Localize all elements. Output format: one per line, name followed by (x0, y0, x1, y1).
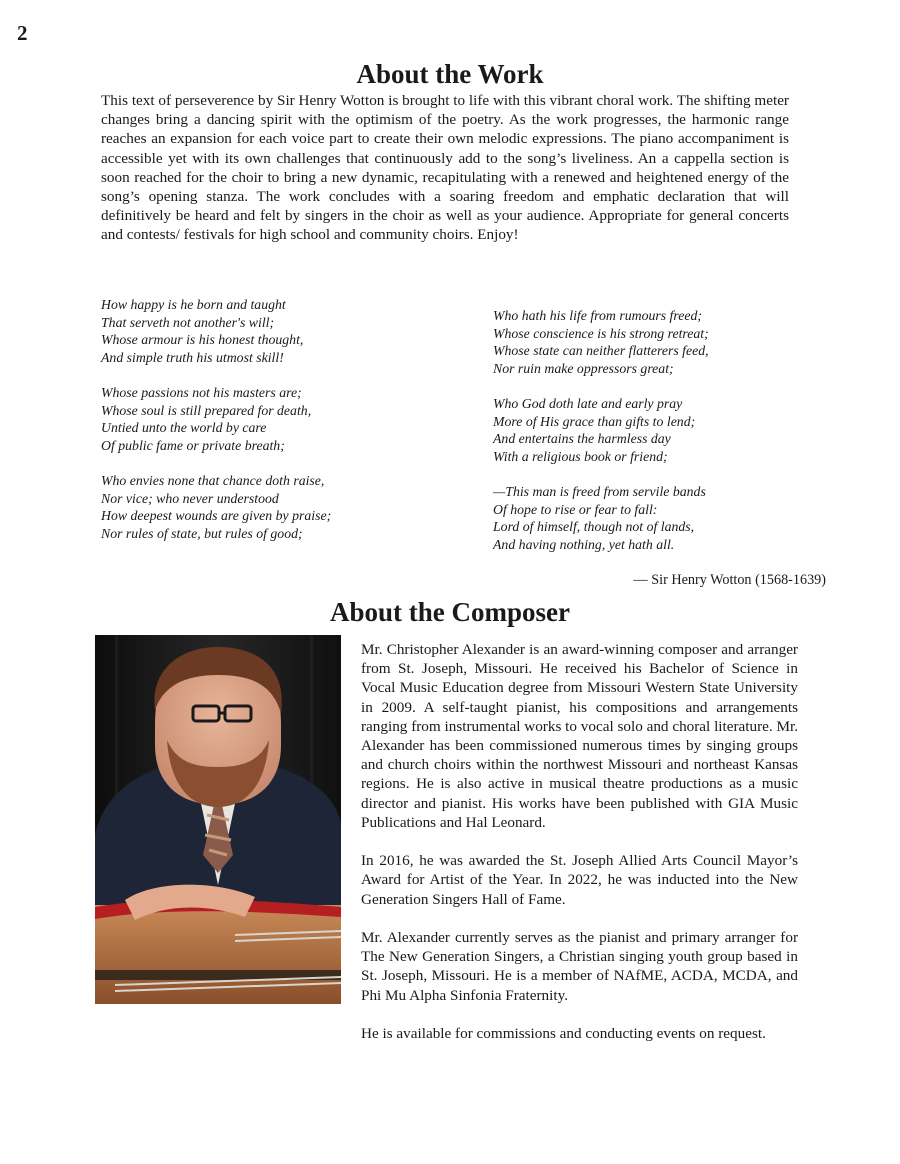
bio-paragraph: Mr. Christopher Alexander is an award-winning composer and arranger from St. Joseph, Missouri. He received his Bachelor of Science in Vocal Music Education degree from Missouri Western State University in 2009. A self-taught pianist, his compositions and arrangements ranging from instrumental works to vocal solo and choral literature. Mr. Alexander has been commissioned numerous times by singing groups and church choirs within the northwest Missouri and northeast Kansas regions. He is also active in musical theatre productions as a music director and pianist. His works have been published with GIA Music Publications and Hal Leonard. (361, 641, 798, 831)
poem-line: Whose passions not his masters are; (101, 384, 302, 400)
poem-line: Nor rules of state, but rules of good; (101, 525, 303, 541)
poem-line: Who God doth late and early pray (493, 395, 683, 411)
poem-line: Whose armour is his honest thought, (101, 332, 304, 348)
poem-stanza (101, 296, 331, 366)
poem-line: And entertains the harmless day (493, 431, 671, 447)
poem-line: And simple truth his utmost skill! (101, 349, 284, 365)
poem-line: Of public fame or private breath; (101, 437, 285, 453)
poem-line: Lord of himself, though not of lands, (493, 519, 695, 535)
poem-attribution: — Sir Henry Wotton (1568-1639) (633, 572, 826, 588)
poem-line: More of His grace than gifts to lend; (493, 413, 696, 429)
poem-line: How happy is he born and taught (101, 297, 286, 312)
poem-line: With a religious book or friend; (493, 448, 668, 464)
bio-paragraph: Mr. Alexander currently serves as the pianist and primary arranger for The New Generation Singers, a Christian singing youth group based in St. Joseph, Missouri. He is a member of NAfME, ACDA, MCDA, and Phi Mu Alpha Sinfonia Fraternity. (361, 929, 798, 1004)
poem-line: Who envies none that chance doth raise, (101, 472, 325, 488)
poem-stanza (493, 395, 709, 465)
poem-line: —This man is freed from servile bands (493, 483, 706, 499)
poem-line: Nor vice; who never understood (101, 490, 279, 506)
poem-stanza (493, 483, 709, 553)
about-composer-heading: About the Composer (330, 597, 570, 627)
poem-line: Whose state can neither flatterers feed, (493, 343, 709, 359)
page-number: 2 (17, 21, 28, 45)
bio-paragraph: He is available for commissions and conducting events on request. (361, 1025, 766, 1043)
poem-line: Of hope to rise or fear to fall: (493, 501, 658, 517)
poem-line: Who hath his life from rumours freed; (493, 308, 702, 323)
poem-stanza (101, 472, 331, 542)
poem-line: How deepest wounds are given by praise; (101, 508, 332, 524)
poem-line: And having nothing, yet hath all. (493, 536, 675, 552)
poem-left-column (101, 296, 331, 542)
poem-stanza (101, 384, 331, 454)
poem-line: Untied unto the world by care (101, 420, 267, 436)
poem-line: Whose conscience is his strong retreat; (493, 325, 709, 341)
about-work-description: This text of perseverence by Sir Henry Wotton is brought to life with this vibrant choral work. The shifting meter changes bring a dancing spirit with the optimism of the poetry. As the work progresses, the harmonic range reaches an expansion for each voice part to create their own melodic expressions. The piano accompaniment is accessible yet with its own challenges that continuously add to the song’s liveliness. An a cappella section is soon reached for the choir to bring a new dynamic, recapitulating with a renewed and heightened energy of the song’s opening stanza. The work concludes with a soaring freedom and emphatic declaration that will definitively be heard and felt by singers in the choir as well as your audience. Appropriate for general concerts and contests/ festivals for high school and community choirs. Enjoy! (101, 92, 789, 244)
poem-line: Nor ruin make oppressors great; (493, 360, 674, 376)
poem-right-column (493, 307, 709, 553)
poem-line: That serveth not another's will; (101, 314, 275, 330)
composer-bio (361, 640, 798, 1043)
about-work-heading: About the Work (356, 59, 544, 89)
bio-paragraph: In 2016, he was awarded the St. Joseph Allied Arts Council Mayor’s Award for Artist of the Year. In 2022, he was inducted into the New Generation Singers Hall of Fame. (361, 852, 798, 908)
poem-line: Whose soul is still prepared for death, (101, 402, 312, 418)
composer-portrait-icon (95, 635, 341, 1004)
poem-stanza (493, 307, 709, 377)
composer-photo (95, 635, 341, 1004)
